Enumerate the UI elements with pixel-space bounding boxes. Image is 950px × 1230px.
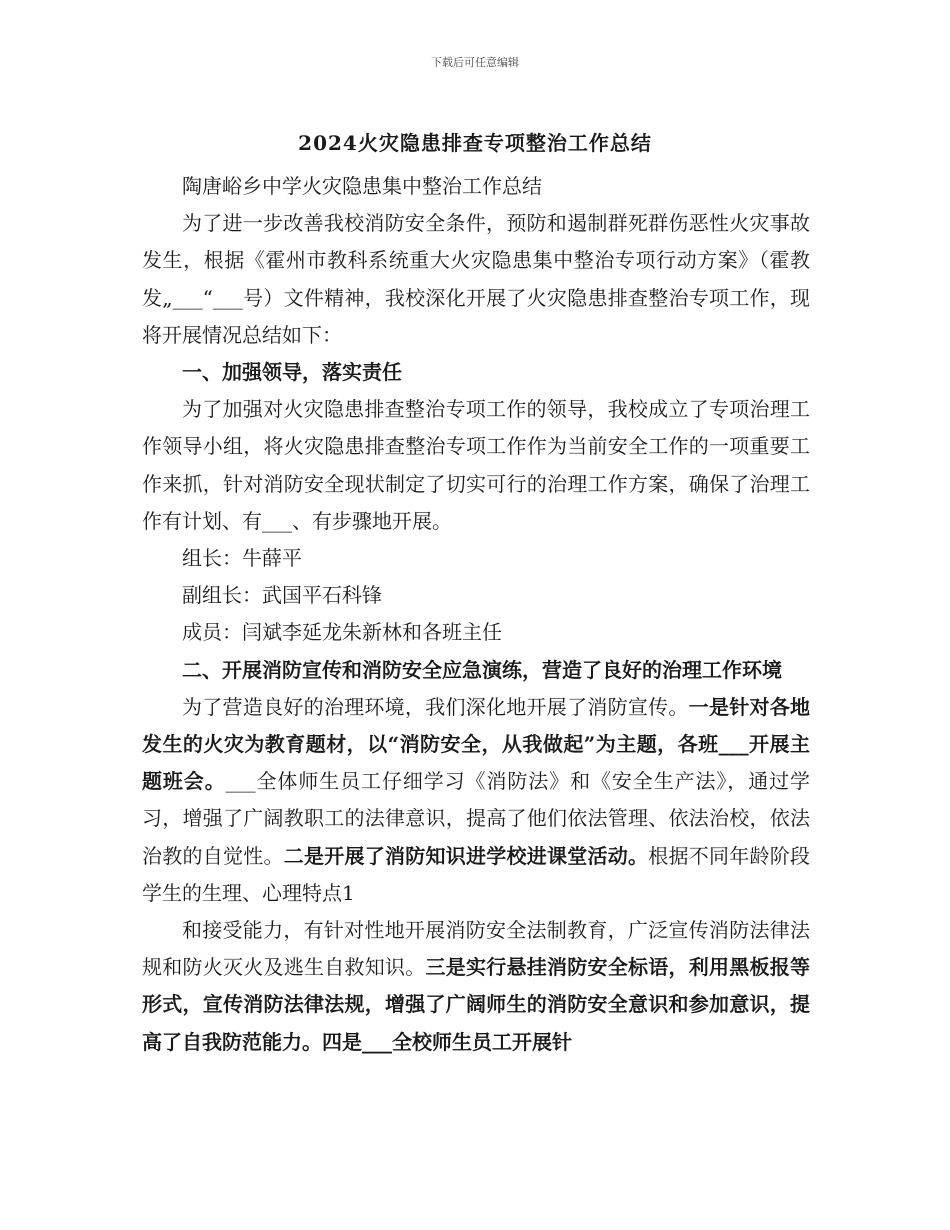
bold-run: 一是针对各地发生的火灾为教育题材，以“消防安全，从我做起”为主题，各班___开展主题班会。: [142, 694, 811, 794]
section1-paragraph: 为了加强对火灾隐患排查整治专项工作的领导，我校成立了专项治理工作领导小组，将火灾隐患排查整治专项工作作为当前安全工作的一项重要工作来抓，针对消防安全现状制定了切实可行的治理工作方案，确保了治理工作有计划、有___、有步骤地开展。: [142, 397, 810, 533]
section2-paragraph-1: [142, 689, 810, 912]
document-body: [142, 168, 810, 1061]
page-header-note: 下载后可任意编辑: [431, 56, 519, 69]
text-run: 为了营造良好的治理环境，我们深化地开展了消防宣传。: [182, 694, 689, 719]
deputy-line: 副组长：武国平石科锋: [182, 583, 382, 608]
intro-paragraph: 为了进一步改善我校消防安全条件，预防和遏制群死群伤恶性火灾事故发生，根据《霍州市教科系统重大火灾隐患集中整治专项行动方案》（霍教发„___“___号）文件精神，我校深化开展了火灾隐患排查整治专项工作，现将开展情况总结如下：: [142, 211, 810, 347]
bold-run: 二是开展了消防知识进学校进课堂活动。: [283, 843, 649, 868]
document-title: 2024火灾隐患排查专项整治工作总结: [298, 131, 652, 155]
section2-heading: 二、开展消防宣传和消防安全应急演练，营造了良好的治理工作环境: [182, 657, 782, 682]
text-run: 和接受能力，有针对性地开展消防安全法制教育，广泛宣传消防法律法规和防火灭火及逃生自救知识。: [142, 918, 810, 980]
leader-line: 组长：牛薛平: [182, 546, 302, 571]
text-run: ___全体师生员工仔细学习《消防法》和《安全生产法》，通过学习，增强了广阔教职工的法律意识，提高了他们依法管理、依法治校，依法治教的自觉性。: [142, 769, 811, 868]
text-run: 根据不同年龄阶段学生的生理、心理特点1: [142, 843, 810, 905]
members-line: 成员：闫斌李延龙朱新林和各班主任: [182, 620, 502, 645]
document-subtitle: 陶唐峪乡中学火灾隐患集中整治工作总结: [182, 174, 542, 198]
bold-run: 三是实行悬挂消防安全标语，利用黑板报等形式，宣传消防法律法规，增强了广阔师生的消防安全意识和参加意识，提高了自我防范能力。四是___全校师生员工开展针: [142, 955, 810, 1054]
section1-heading: 一、加强领导，落实责任: [182, 360, 402, 385]
section2-paragraph-2: [142, 912, 810, 1061]
